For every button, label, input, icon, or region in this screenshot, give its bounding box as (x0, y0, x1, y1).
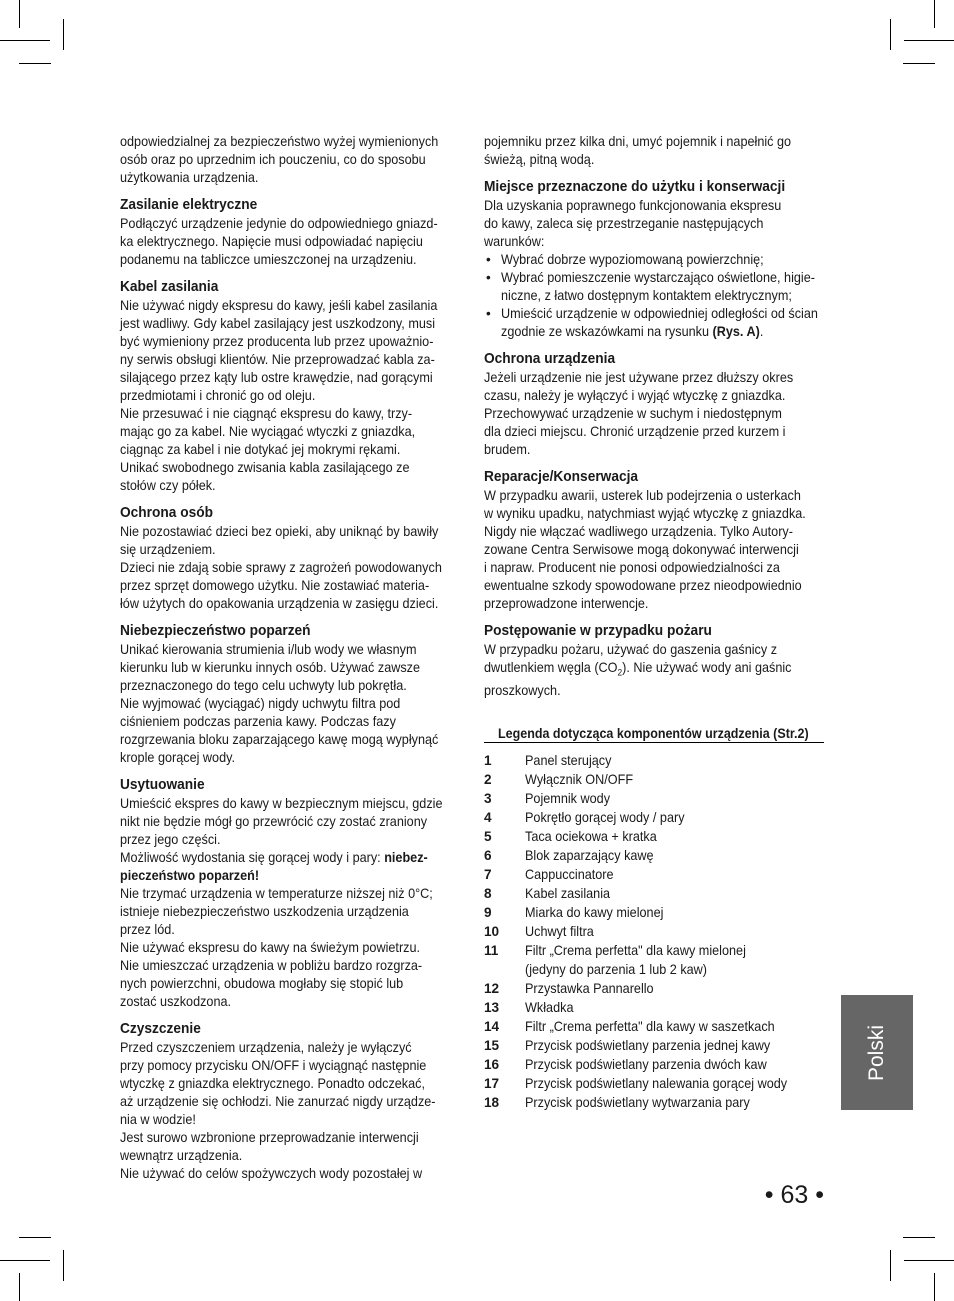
right-intro-paragraph: pojemniku przez kilka dni, umyć pojemnik i napełnić go świeżą, pitną wodą. (484, 134, 792, 167)
crop-mark (903, 63, 935, 64)
crop-mark (904, 1260, 954, 1261)
section-heading-zasilanie: Zasilanie elektryczne (120, 197, 258, 213)
legend-label: Wkładka (525, 999, 574, 1015)
section-heading-reparacje: Reparacje/Konserwacja (484, 469, 639, 485)
legend-label: Blok zaparzający kawę (525, 847, 654, 863)
legend-item (484, 1055, 824, 1074)
legend-label: Pojemnik wody (525, 790, 611, 806)
legend-label: Filtr „Crema perfetta" dla kawy w saszetkach (525, 1018, 775, 1034)
section-heading-ochrona-osob: Ochrona osób (120, 505, 213, 521)
pozar-paragraph: W przypadku pożaru, używać do gaszenia gaśnicy z dwutlenkiem węgla $(CO_2)$. Nie używać wody ani gaśnic proszkowych. (484, 642, 792, 698)
legend-number: 1 (484, 752, 492, 768)
legend-item (484, 903, 824, 922)
legend-label: Miarka do kawy mielonej (525, 904, 664, 920)
legend-number: 13 (484, 999, 500, 1015)
usytuowanie-paragraph: Umieścić ekspres do kawy w bezpiecznym miejscu, gdzie nikt nie będzie mógł go przewrócić czy zostać zraniony przez jego części. Możliwość wydostania się gorącej wody i pary: niebez- pieczeństwo poparzeń! Nie trzymać urządzenia w temperaturze niższej niż 0°C; istnieje niebezpieczeństwo uszkodzenia urządzenia przez lód. Nie używać ekspresu do kawy na świeżym powietrzu. Nie umieszczać urządzenia w pobliżu bardzo rozgrza- nych powierzchni, obudowa mogłaby się stopić lub zostać uszkodzona. (120, 796, 443, 1009)
legend-label: Przycisk podświetlany parzenia jednej kawy (525, 1037, 771, 1053)
legend-item (484, 884, 824, 903)
legend-number: 2 (484, 771, 492, 787)
crop-mark (904, 40, 954, 41)
legend-number: 14 (484, 1018, 500, 1034)
miejsce-paragraph: Dla uzyskania poprawnego funkcjonowania ekspresu do kawy, zaleca się przestrzeganie następujących warunków: (484, 198, 782, 249)
bullet-item: • Wybrać pomieszczenie wystarczająco oświetlone, higie- niczne, z łatwo dostępnym kontaktem elektrycznym; (484, 269, 824, 305)
legend-title: Legenda dotycząca komponentów urządzenia (Str.2) (484, 725, 824, 743)
legend-list (484, 751, 824, 1112)
legend-number: 4 (484, 809, 492, 825)
section-heading-kabel: Kabel zasilania (120, 279, 219, 295)
section-heading-usytuowanie: Usytuowanie (120, 777, 205, 793)
left-column (120, 133, 458, 1183)
legend-label: Wyłącznik ON/OFF (525, 771, 634, 787)
section-heading-ochrona-urzadzenia: Ochrona urządzenia (484, 351, 616, 367)
legend-label: Przycisk podświetlany parzenia dwóch kaw (525, 1056, 767, 1072)
section-heading-poparzen: Niebezpieczeństwo poparzeń (120, 623, 311, 639)
crop-mark (63, 1250, 64, 1281)
legend-item (484, 1074, 824, 1093)
mixed-line: Możliwość wydostania się gorącej wody i pary: niebez- (120, 850, 428, 865)
czyszczenie-paragraph: Przed czyszczeniem urządzenia, należy je wyłączyć przy pomocy przycisku ON/OFF i wyciągnąć następnie wtyczkę z gniazdka elektrycznego. Ponadto odczekać, aż urządzenie się ochłodzi. Nie zanurzać nigdy urządze- nia w wodzie! Jest surowo wzbronione przeprowadzanie interwencji wewnątrz urządzenia. Nie używać do celów spożywczych wody pozostałej w (120, 1040, 436, 1181)
legend-item (484, 770, 824, 789)
legend-item (484, 751, 824, 770)
legend-number: 11 (484, 942, 499, 958)
crop-mark (19, 63, 51, 64)
legend-label: Pokrętło gorącej wody / pary (525, 809, 685, 825)
poparzen-paragraph: Unikać kierowania strumienia i/lub wody we własnym kierunku lub w kierunku innych osób. Używać zawsze przeznaczonego do tego celu uchwyty lub pokrętła. Nie wyjmować (wyciągać) nigdy uchwytu filtra pod ciśnieniem podczas parzenia kawy. Podczas fazy rozgrzewania bloku zaparzającego kawę mogą wypłynąć krople gorącej wody. (120, 642, 439, 765)
legend-label: Przycisk podświetlany nalewania gorącej wody (525, 1075, 788, 1091)
legend-number: 8 (484, 885, 492, 901)
crop-mark (0, 1260, 50, 1261)
legend-label: Taca ociekowa + kratka (525, 828, 657, 844)
crop-mark (934, 1273, 935, 1301)
kabel-paragraph: Nie używać nigdy ekspresu do kawy, jeśli kabel zasilania jest wadliwy. Gdy kabel zasilający jest uszkodzony, musi być wymieniony przez producenta lub przez upoważnio- ny serwis obsługi klientów. Nie przeprowadzać kabla za- silającego przez kąty lub ostre krawędzie, nad gorącymi przedmiotami i chronić go od oleju. Nie przesuwać i nie ciągnąć ekspresu do kawy, trzy- mając go za kabel. Nie wyciągać wtyczki z gniazdka, ciągnąc za kabel i nie dotykać jej mokrymi rękami. Unikać swobodnego zwisania kabla zasilającego ze stołów czy półek. (120, 298, 438, 493)
ochrona-osob-paragraph: Nie pozostawiać dzieci bez opieki, aby uniknąć by bawiły się urządzeniem. Dzieci nie zdają sobie sprawy z zagrożeń powodowanych przez sprzęt domowego użytku. Nie zostawiać materia- łów użytych do opakowania urządzenia w zasięgu dzieci. (120, 524, 442, 611)
page-number: • 63 • (764, 1181, 824, 1209)
section-heading-pozar: Postępowanie w przypadku pożaru (484, 623, 712, 639)
crop-mark (0, 40, 50, 41)
legend-label: Kabel zasilania (525, 885, 611, 901)
crop-mark (19, 1273, 20, 1301)
legend-item (484, 1017, 824, 1036)
intro-paragraph: odpowiedzialnej za bezpieczeństwo wyżej wymienionych osób oraz po uprzednim ich pouczeniu, co do sposobu użytkowania urządzenia. (120, 134, 439, 185)
crop-mark (19, 1237, 51, 1238)
section-heading-czyszczenie: Czyszczenie (120, 1021, 201, 1037)
bullet-item: • Umieścić urządzenie w odpowiedniej odległości od ścian zgodnie ze wskazówkami na rysunku (Rys. A). (484, 305, 824, 341)
crop-mark (890, 1250, 891, 1281)
legend-item (484, 1036, 824, 1055)
legend-number: 15 (484, 1037, 500, 1053)
legend-item (484, 979, 824, 998)
legend-number: 18 (484, 1094, 500, 1110)
legend-label: Cappuccinatore (525, 866, 614, 882)
ochrona-urzadzenia-paragraph: Jeżeli urządzenie nie jest używane przez dłuższy okres czasu, należy je wyłączyć i wyjąć wtyczkę z gniazdka. Przechowywać urządzenie w suchym i niedostępnym dla dzieci miejscu. Chronić urządzenie przed kurzem i brudem. (484, 370, 794, 457)
legend-item (484, 922, 824, 941)
legend-item (484, 789, 824, 808)
section-heading-miejsce: Miejsce przeznaczone do użytku i konserwacji (484, 179, 786, 195)
legend-number: 5 (484, 828, 492, 844)
crop-mark (934, 0, 935, 28)
legend-item (484, 846, 824, 865)
legend-item (484, 865, 824, 884)
legend-number: 3 (484, 790, 492, 806)
legend-label: Przystawka Pannarello (525, 980, 654, 996)
crop-mark (63, 19, 64, 50)
legend-item (484, 808, 824, 827)
reparacje-paragraph: W przypadku awarii, usterek lub podejrzenia o usterkach w wyniku upadku, natychmiast wyjąć wtyczkę z gniazdka. Nigdy nie włączać wadliwego urządzenia. Tylko Autory- zowane Centra Serwisowe mogą dokonywać interwencji i napraw. Producent nie ponosi odpowiedzialności za ewentualne szkody spowodowane przez nieodpowiednio przeprowadzone interwencje. (484, 488, 806, 611)
legend-number (484, 960, 525, 979)
legend-label: Uchwyt filtra (525, 923, 594, 939)
legend-label: (jedyny do parzenia 1 lub 2 kaw) (525, 961, 708, 977)
legend-label: Przycisk podświetlany wytwarzania pary (525, 1094, 750, 1110)
crop-mark (890, 19, 891, 50)
legend-label: Filtr „Crema perfetta" dla kawy mielonej (525, 942, 746, 958)
legend-item (484, 941, 824, 960)
bullet-item: • Wybrać dobrze wypoziomowaną powierzchnię; (484, 251, 824, 269)
crop-mark (903, 1237, 935, 1238)
legend-number: 10 (484, 923, 500, 939)
legend-number: 9 (484, 904, 492, 920)
right-column (484, 133, 824, 1112)
legend-number: 7 (484, 866, 492, 882)
legend-item (484, 1093, 824, 1112)
legend-item (484, 827, 824, 846)
zasilanie-paragraph: Podłączyć urządzenie jedynie do odpowiedniego gniazd- ka elektrycznego. Napięcie musi odpowiadać napięciu podanemu na tabliczce umieszczonej na urządzeniu. (120, 216, 438, 267)
legend-number: 17 (484, 1075, 500, 1091)
legend-number: 6 (484, 847, 492, 863)
crop-mark (19, 0, 20, 28)
legend-item (484, 960, 824, 979)
legend-label: Panel sterujący (525, 752, 612, 768)
legend-number: 12 (484, 980, 500, 996)
legend-item (484, 998, 824, 1017)
legend-number: 16 (484, 1056, 500, 1072)
language-tab: Polski (841, 995, 913, 1110)
